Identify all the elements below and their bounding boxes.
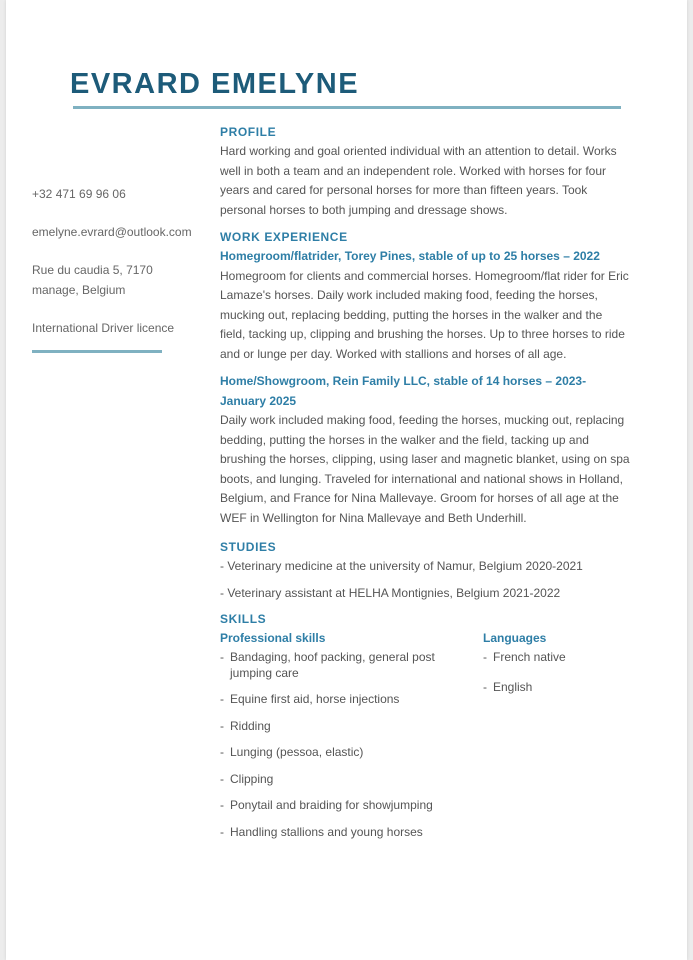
resume-page <box>6 0 687 960</box>
professional-skills-list <box>220 649 460 840</box>
skill-item: - Clipping <box>220 771 460 787</box>
skill-item: - Handling stallions and young horses <box>220 824 460 840</box>
studies-section <box>220 538 630 603</box>
skill-item: - Ponytail and braiding for showjumping <box>220 797 460 813</box>
languages-heading: Languages <box>483 631 547 645</box>
sidebar-divider <box>32 350 162 353</box>
profile-section <box>220 123 630 220</box>
studies-heading: STUDIES <box>220 540 277 554</box>
work-experience-heading: WORK EXPERIENCE <box>220 230 348 244</box>
postal-address <box>32 260 202 300</box>
main-content <box>220 123 630 850</box>
study-item: - Veterinary medicine at the university of Namur, Belgium 2020-2021 <box>220 559 583 573</box>
language-item: - French native <box>483 649 623 665</box>
job-title: Home/Showgroom, Rein Family LLC, stable of 14 horses – 2023- January 2025 <box>220 374 587 408</box>
skills-heading: SKILLS <box>220 612 267 626</box>
work-experience-section <box>220 228 630 528</box>
job-description: Daily work included making food, feeding the horses, mucking out, replacing bedding, putting the horses in the walker and the field, tacking up and brushing the horses, clipping, using laser and magnetic blanket, using on spa boots, and lunging. Traveled for international and national shows in Holland, Belgium, and France for Nina Mallevaye. Groom for horses of all age at the WEF in Wellington for Nina Mallevaye and Beth Underhill. <box>220 413 630 525</box>
language-item: - English <box>483 679 623 695</box>
professional-skills <box>220 629 460 840</box>
skill-item: - Bandaging, hoof packing, general post jumping care <box>220 649 460 681</box>
job-title: Homegroom/flatrider, Torey Pines, stable of up to 25 horses – 2022 <box>220 249 600 263</box>
phone-number: +32 471 69 96 06 <box>32 187 126 201</box>
skills-section <box>220 610 630 840</box>
job-description: Homegroom for clients and commercial horses. Homegroom/flat rider for Eric Lamaze's horses. Daily work included making food, feeding the horses, mucking out, replacing bedding, putting the horses in the walker and the field, tacking up, clipping and brushing the horses. Up to three horses to ride and or lunge per day. Worked with stallions and horses of all age. <box>220 268 629 361</box>
skill-item: - Equine first aid, horse injections <box>220 691 460 707</box>
professional-skills-heading: Professional skills <box>220 631 326 645</box>
job-entry <box>220 372 630 528</box>
driver-licence: International Driver licence <box>32 321 175 335</box>
skill-item: - Lunging (pessoa, elastic) <box>220 744 460 760</box>
languages-list <box>483 649 623 695</box>
address-line-1: Rue du caudia 5, 7170 <box>32 263 153 277</box>
address-line-2: manage, Belgium <box>32 283 126 297</box>
contact-sidebar <box>32 184 202 353</box>
skill-item: - Ridding <box>220 718 460 734</box>
candidate-name: EVRARD EMELYNE <box>70 68 360 100</box>
header-divider <box>73 106 621 109</box>
profile-text: Hard working and goal oriented individual with an attention to detail. Works well in both a team and an independent role. Worked with horses for four years and cared for personal horses for more than fifteen years. Took personal horses to both jumping and dressage shows. <box>220 144 617 217</box>
job-entry <box>220 247 630 364</box>
study-item: - Veterinary assistant at HELHA Montignies, Belgium 2021-2022 <box>220 585 561 600</box>
email-address: emelyne.evrard@outlook.com <box>32 225 192 239</box>
languages <box>483 629 623 705</box>
profile-heading: PROFILE <box>220 125 277 139</box>
